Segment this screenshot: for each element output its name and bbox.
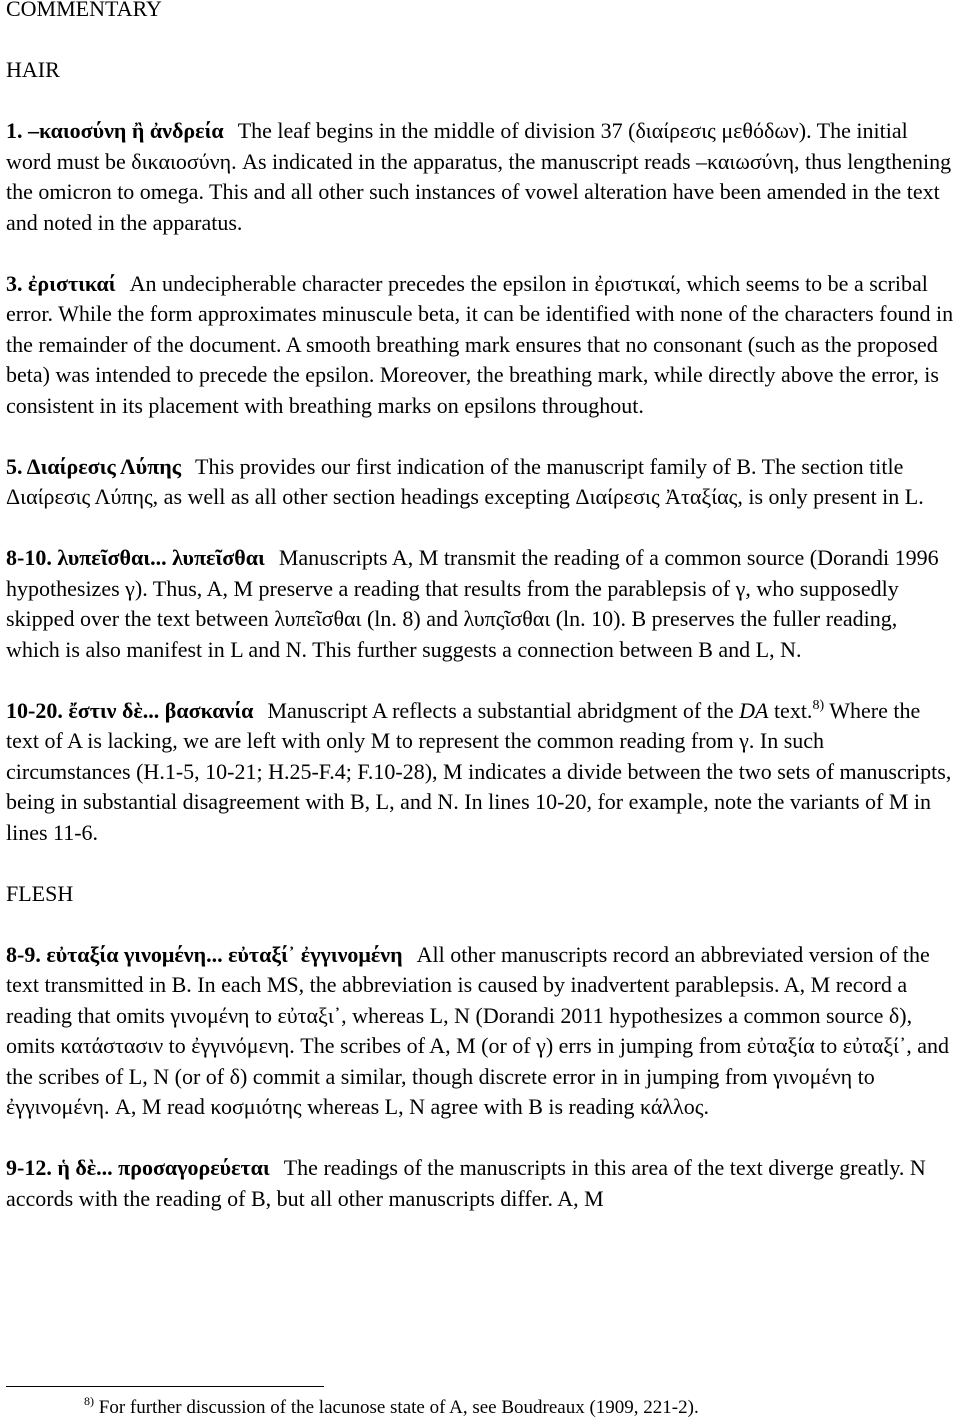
entry-lemma: 8-9. εὐταξία γινομένη... εὐταξί᾽ ἐγγινομένη bbox=[6, 941, 403, 967]
commentary-entry bbox=[6, 543, 954, 665]
entry-lemma: 5. Διαίρεσις Λύπης bbox=[6, 453, 182, 479]
commentary-entry bbox=[6, 116, 954, 238]
entry-lemma: 9-12. ἡ δὲ... προσαγορεύεται bbox=[6, 1155, 270, 1180]
commentary-page bbox=[6, 0, 954, 1214]
entry-lemma: 10-20. ἔστιν δὲ... βασκανία bbox=[6, 697, 254, 723]
entry-text: text. bbox=[773, 697, 813, 723]
page-heading: COMMENTARY bbox=[6, 0, 162, 21]
footnote-text: For further discussion of the lacunose state of A, see Boudreaux (1909, 221-2). bbox=[98, 1397, 699, 1418]
entry-text: Where the text of A is lacking, we are left with only M to represent the common reading from γ. In such circumstances (H.1-5, 10-21; H.25-F.4; F.10-28), M indicates a divide between the two sets of manuscripts, being in substantial disagreement with B, L, and N. In lines 10-20, for example, note the variants of M in lines 11-6. bbox=[6, 697, 952, 845]
entry-text: The leaf begins in the middle of division 37 (διαίρεσις μεθόδων). The initial word must be δικαιοσύνη. As indicated in the apparatus, the manuscript reads –καιωσύνη, thus lengthening the omicron to omega. This and all other such instances of vowel alteration have been amended in the text and noted in the apparatus. bbox=[6, 118, 952, 235]
entry-lemma: 8-10. λυπεῖσθαι... λυπεῖσθαι bbox=[6, 545, 265, 570]
entry-text: Manuscript A reflects a substantial abridgment of the bbox=[267, 697, 734, 723]
section-title-flesh: FLESH bbox=[6, 880, 74, 906]
footnote-divider bbox=[6, 1386, 324, 1387]
commentary-entry bbox=[6, 269, 954, 422]
entry-lemma: 1. –καιοσύνη ἢ ἀνδρεία bbox=[6, 118, 224, 143]
entry-lemma: 3. ἐριστικαί bbox=[6, 270, 116, 296]
footnote bbox=[84, 1396, 699, 1420]
entry-text: The readings of the manuscripts in this area of the text diverge greatly. N accords with the reading of B, but all other manuscripts differ. A, M bbox=[6, 1155, 926, 1211]
entry-text: Manuscripts A, M transmit the reading of a common source (Dorandi 1996 hypothesizes γ). Thus, A, M preserve a reading that results from the parablepsis of γ, who supposedly skipped over the text between λυπεῖσθαι (ln. 8) and λυπςῖσθαι (ln. 10). B preserves the fuller reading, which is also manifest in L and N. This further suggests a connection between B and L, N. bbox=[6, 545, 939, 662]
section-title-hair: HAIR bbox=[6, 57, 60, 82]
commentary-entry bbox=[6, 452, 954, 513]
entry-italic: DA bbox=[739, 697, 769, 723]
entry-text: All other manuscripts record an abbreviated version of the text transmitted in B. In each MS, the abbreviation is caused by inadvertent parablepsis. A, M record a reading that omits γινομένη to εὐταξι᾽, whereas L, N (Dorandi 2011 hypothesizes a common source δ), omits κατάστασιν to ἐγγινόμενη. The scribes of A, M (or of γ) errs in jumping from εὐταξία to εὐταξί᾽, and the scribes of L, N (or of δ) commit a similar, though discrete error in in jumping from γινομένη to ἐγγινομένη. A, M read κοσμιότης whereas L, N agree with B is reading κάλλος. bbox=[6, 941, 950, 1119]
entry-text: This provides our first indication of the manuscript family of B. The section title Διαίρεσις Λύπης, as well as all other section headings excepting Διαίρεσις Ἀταξίας, is only present in L. bbox=[6, 453, 924, 509]
commentary-entry bbox=[6, 1153, 954, 1214]
commentary-entry bbox=[6, 940, 954, 1123]
footnote-marker: 8) bbox=[84, 1394, 94, 1408]
entry-text: An undecipherable character precedes the epsilon in ἐριστικαί, which seems to be a scribal error. While the form approximates minuscule beta, it can be identified with none of the characters found in the remainder of the document. A smooth breathing mark ensures that no consonant (such as the proposed beta) was intended to precede the epsilon. Moreover, the breathing mark, while directly above the error, is consistent in its placement with breathing marks on epsilons throughout. bbox=[6, 270, 954, 418]
commentary-entry bbox=[6, 696, 954, 849]
footnote-ref: 8) bbox=[812, 697, 825, 713]
